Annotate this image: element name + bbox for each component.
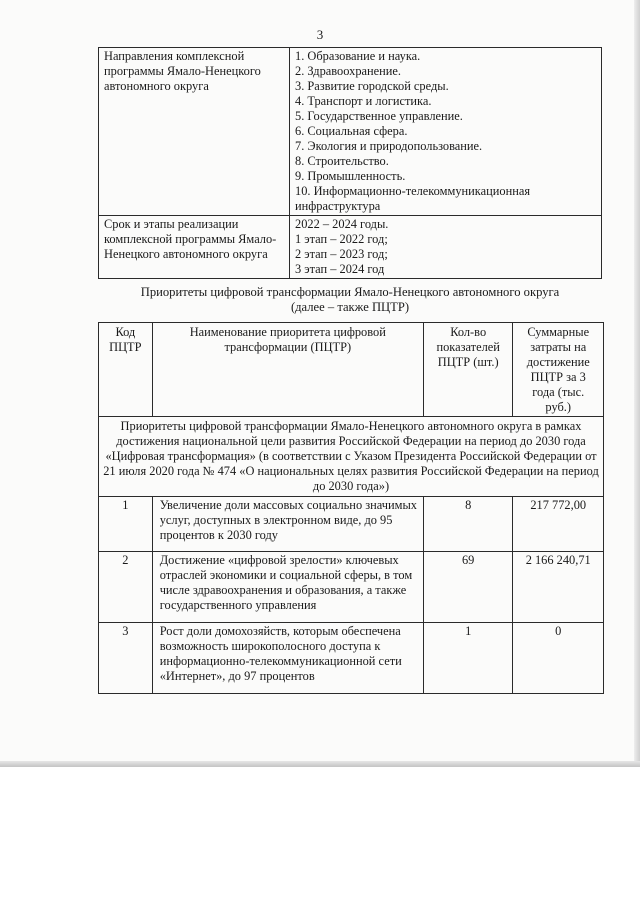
row-count: 69 (423, 552, 513, 623)
direction-item: 6. Социальная сфера. (295, 124, 408, 138)
priorities-table (98, 322, 604, 694)
directions-list (290, 48, 602, 216)
row-code: 1 (99, 497, 153, 552)
page-number: 3 (316, 27, 324, 42)
terms-list (290, 216, 602, 279)
term-item: 2 этап – 2023 год; (295, 247, 388, 261)
direction-item: 5. Государственное управление. (295, 109, 463, 123)
row-code: 3 (99, 623, 153, 694)
table-row (99, 623, 604, 694)
row-cost: 217 772,00 (513, 497, 604, 552)
direction-item: 10. Информационно-телекоммуникационная инфраструктура (295, 184, 531, 213)
table-row (99, 497, 604, 552)
header-code: Код ПЦТР (99, 323, 153, 417)
row-name: Достижение «цифровой зрелости» ключевых отраслей экономики и социальной сферы, в том числе здравоохранения и образования, а также государственного управления (152, 552, 423, 623)
direction-item: 8. Строительство. (295, 154, 389, 168)
section-title-line-1: Приоритеты цифровой трансформации Ямало-Ненецкого автономного округа (140, 285, 560, 299)
term-item: 2022 – 2024 годы. (295, 217, 389, 231)
row-cost: 2 166 240,71 (513, 552, 604, 623)
scan-edge-right (634, 0, 640, 765)
direction-item: 7. Экология и природопользование. (295, 139, 483, 153)
direction-item: 1. Образование и наука. (295, 49, 421, 63)
table-group-heading-row (99, 417, 604, 497)
row-name: Увеличение доли массовых социально значимых услуг, доступных в электронном виде, до 95 процентов к 2030 году (152, 497, 423, 552)
group-heading: Приоритеты цифровой трансформации Ямало-Ненецкого автономного округа в рамках достижения национальной цели развития Российской Федерации на период до 2030 года «Цифровая трансформация» (в соответствии с Указом Президента Российской Федерации от 21 июля 2020 года № 474 «О национальных целях развития Российской Федерации на период до 2030 года») (99, 417, 604, 497)
direction-item: 9. Промышленность. (295, 169, 406, 183)
scan-edge-bottom (0, 761, 640, 767)
program-info-table (98, 47, 602, 279)
direction-item: 2. Здравоохранение. (295, 64, 402, 78)
terms-label: Срок и этапы реализации комплексной программы Ямало-Ненецкого автономного округа (99, 216, 290, 279)
row-code: 2 (99, 552, 153, 623)
row-count: 8 (423, 497, 513, 552)
program-info-row-terms (99, 216, 602, 279)
program-info-row-directions (99, 48, 602, 216)
header-count: Кол-во показателей ПЦТР (шт.) (423, 323, 513, 417)
row-count: 1 (423, 623, 513, 694)
table-row (99, 552, 604, 623)
direction-item: 4. Транспорт и логистика. (295, 94, 432, 108)
section-title (95, 285, 605, 315)
directions-label: Направления комплексной программы Ямало-Ненецкого автономного округа (99, 48, 290, 216)
section-title-line-2: (далее – также ПЦТР) (290, 300, 410, 314)
header-name: Наименование приоритета цифровой трансформации (ПЦТР) (152, 323, 423, 417)
term-item: 1 этап – 2022 год; (295, 232, 388, 246)
header-cost: Суммарные затраты на достижение ПЦТР за 3 года (тыс. руб.) (513, 323, 604, 417)
direction-item: 3. Развитие городской среды. (295, 79, 449, 93)
table-header-row (99, 323, 604, 417)
term-item: 3 этап – 2024 год (295, 262, 385, 276)
row-cost: 0 (513, 623, 604, 694)
row-name: Рост доли домохозяйств, которым обеспечена возможность широкополосного доступа к информационно-телекоммуникационной сети «Интернет», до 97 процентов (152, 623, 423, 694)
